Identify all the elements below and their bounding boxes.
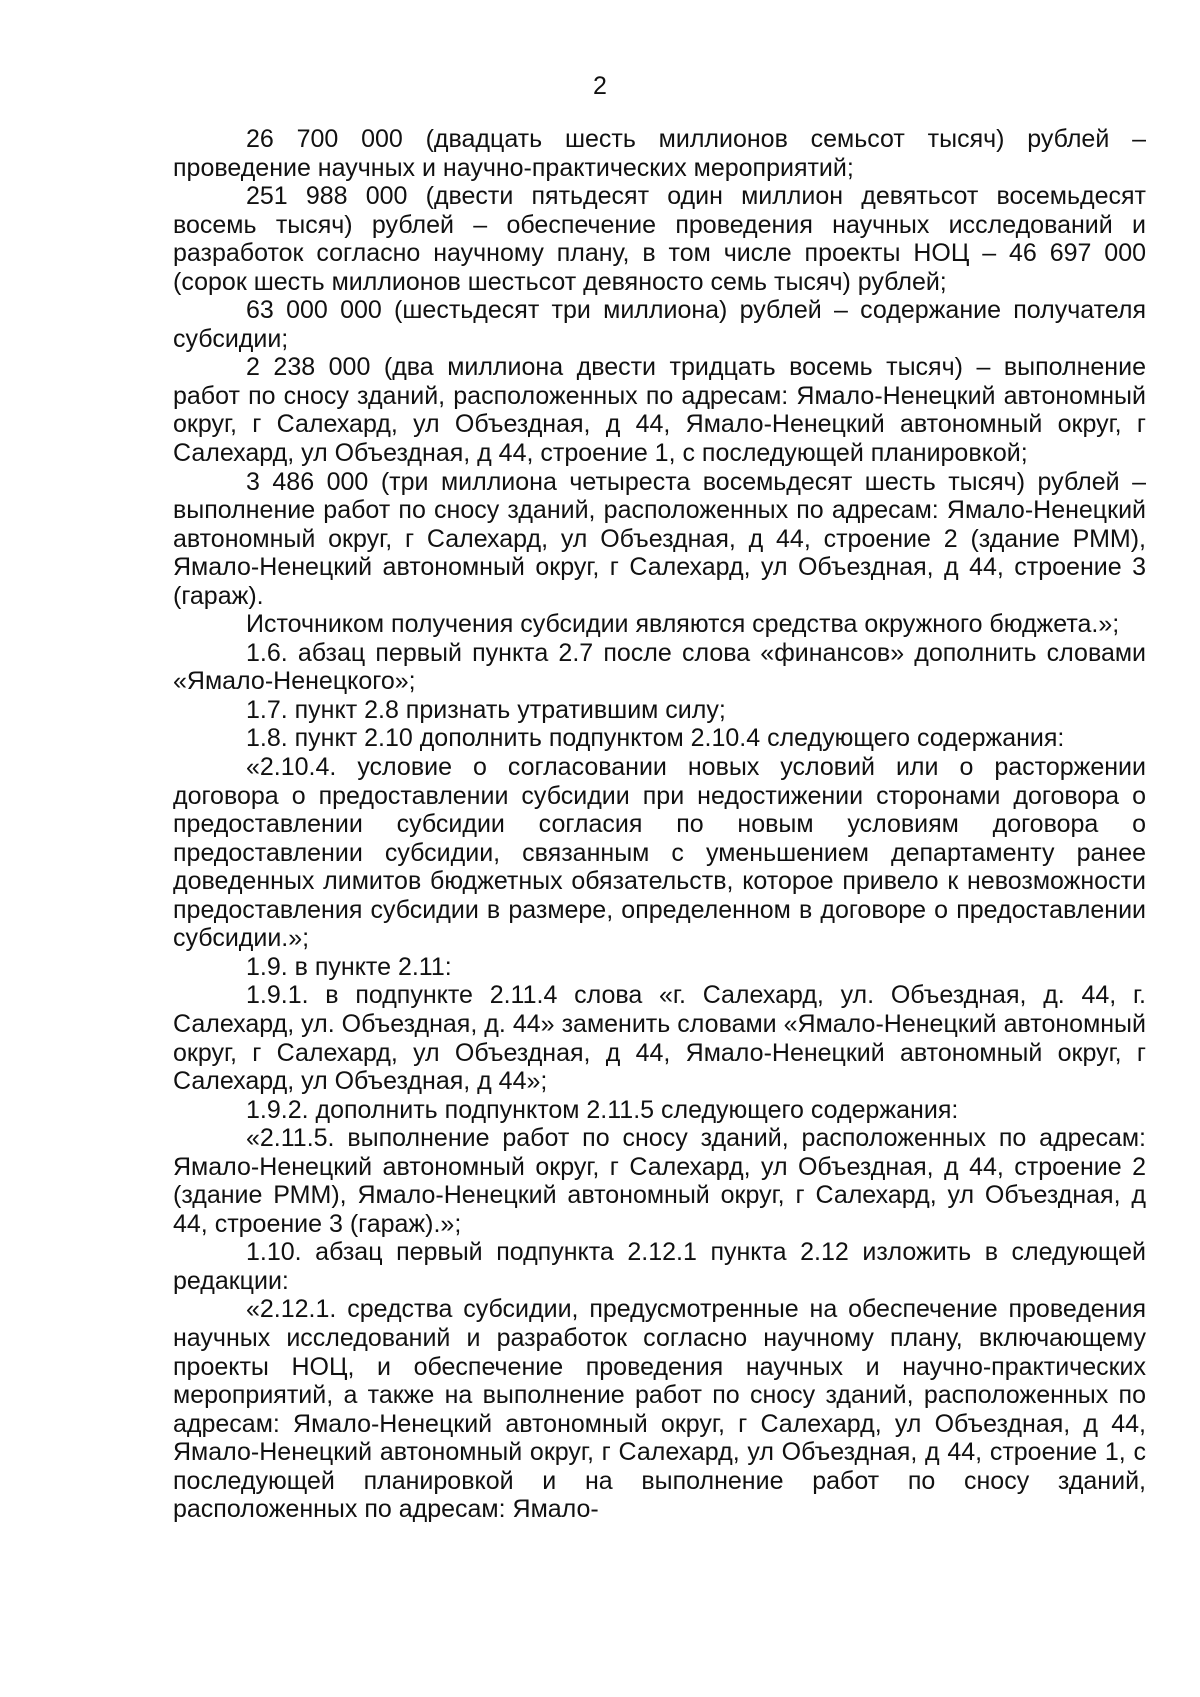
paragraph-allocation-maintenance: 63 000 000 (шестьдесят три миллиона) рублей – содержание получателя субсидии;	[173, 296, 1146, 353]
paragraph-clause-2-11-5: «2.11.5. выполнение работ по сносу зданий, расположенных по адресам: Ямало-Ненецкий автономный округ, г Салехард, ул Объездная, д 44, строение 2 (здание РММ), Ямало-Ненецкий автономный округ, г Салехард, ул Объездная, д 44, строение 3 (гараж).»;	[173, 1124, 1146, 1238]
paragraph-item-1-6: 1.6. абзац первый пункта 2.7 после слова «финансов» дополнить словами «Ямало-Ненецкого»;	[173, 638, 1146, 696]
paragraph-item-1-9: 1.9. в пункте 2.11:	[246, 952, 452, 981]
paragraph-item-1-9-2: 1.9.2. дополнить подпунктом 2.11.5 следующего содержания:	[246, 1095, 959, 1124]
paragraph-item-1-9-1: 1.9.1. в подпункте 2.11.4 слова «г. Салехард, ул. Объездная, д. 44, г. Салехард, ул. Объездная, д. 44» заменить словами «Ямало-Ненецкий автономный округ, г Салехард, ул Объездная, д 44, Ямало-Ненецкий автономный округ, г Салехард, ул Объездная, д 44»;	[173, 981, 1146, 1096]
paragraph-item-1-7: 1.7. пункт 2.8 признать утратившим силу;	[246, 695, 726, 724]
paragraph-clause-2-10-4: «2.10.4. условие о согласовании новых условий или о расторжении договора о предоставлении субсидии при недостижении сторонами договора о предоставлении субсидии согласия по новым условиям договора о предоставлении субсидии, связанным с уменьшением департаменту ранее доведенных лимитов бюджетных обязательств, которое привело к невозможности предоставления субсидии в размере, определенном в договоре о предоставлении субсидии.»;	[173, 753, 1146, 953]
paragraph-allocation-research: 251 988 000 (двести пятьдесят один миллион девятьсот восемьдесят восемь тысяч) рублей – обеспечение проведения научных исследований и разработок согласно научному плану, в том числе проекты НОЦ – 46 697 000 (сорок шесть миллионов шестьсот девяносто семь тысяч) рублей;	[173, 182, 1146, 296]
paragraph-allocation-demolition-1: 2 238 000 (два миллиона двести тридцать восемь тысяч) – выполнение работ по сносу зданий, расположенных по адресам: Ямало-Ненецкий автономный округ, г Салехард, ул Объездная, д 44, Ямало-Ненецкий автономный округ, г Салехард, ул Объездная, д 44, строение 1, с последующей планировкой;	[173, 353, 1146, 468]
paragraph-item-1-8: 1.8. пункт 2.10 дополнить подпунктом 2.10.4 следующего содержания:	[246, 724, 1065, 753]
paragraph-allocation-scientific-events: 26 700 000 (двадцать шесть миллионов семьсот тысяч) рублей – проведение научных и научно-практических мероприятий;	[173, 125, 1146, 182]
paragraph-funding-source: Источником получения субсидии являются средства окружного бюджета.»;	[246, 610, 1120, 639]
paragraph-allocation-demolition-2: 3 486 000 (три миллиона четыреста восемьдесят шесть тысяч) рублей – выполнение работ по сносу зданий, расположенных по адресам: Ямало-Ненецкий автономный округ, г Салехард, ул Объездная, д 44, строение 2 (здание РММ), Ямало-Ненецкий автономный округ, г Салехард, ул Объездная, д 44, строение 3 (гараж).	[173, 467, 1146, 610]
document-body	[173, 125, 1146, 1524]
page-number: 2	[593, 72, 607, 100]
paragraph-item-1-10: 1.10. абзац первый подпункта 2.12.1 пункта 2.12 изложить в следующей редакции:	[173, 1238, 1146, 1295]
paragraph-clause-2-12-1: «2.12.1. средства субсидии, предусмотренные на обеспечение проведения научных исследований и разработок согласно научному плану, включающему проекты НОЦ, и обеспечение проведения научных и научно-практических мероприятий, а также на выполнение работ по сносу зданий, расположенных по адресам: Ямало-Ненецкий автономный округ, г Салехард, ул Объездная, д 44, Ямало-Ненецкий автономный округ, г Салехард, ул Объездная, д 44, строение 1, с последующей планировкой и на выполнение работ по сносу зданий, расположенных по адресам: Ямало-	[173, 1295, 1146, 1524]
